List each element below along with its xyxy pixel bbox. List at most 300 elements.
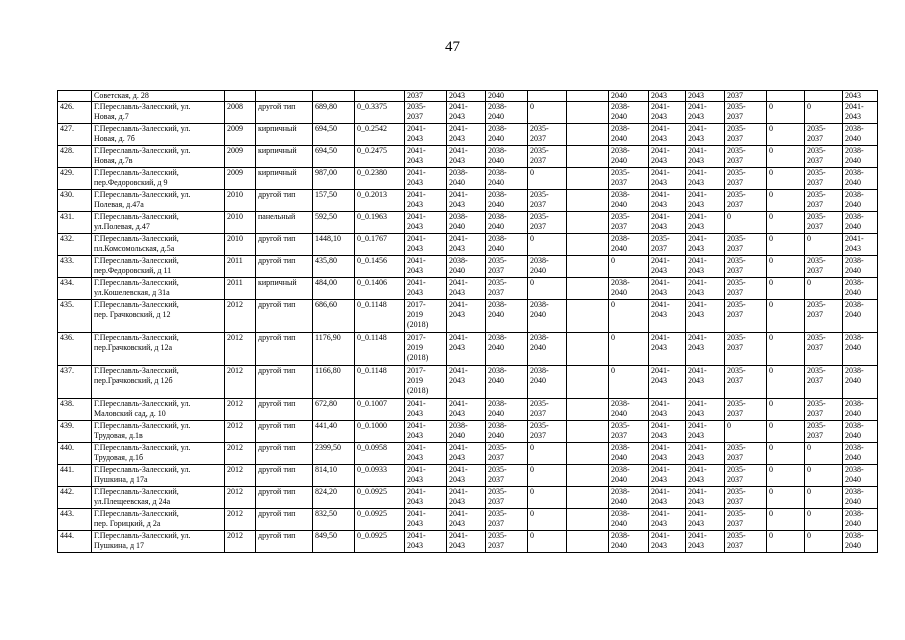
cell-line: 2037 xyxy=(727,541,743,550)
period-cell xyxy=(447,366,486,399)
period-cell xyxy=(609,234,649,256)
cell-line: 2038- xyxy=(845,256,864,265)
cell-line: 2041- xyxy=(651,366,670,375)
page-number: 47 xyxy=(445,39,460,55)
period-cell xyxy=(767,190,805,212)
cell-line: 2037 xyxy=(727,91,743,100)
period-cell xyxy=(528,421,567,443)
cell-line: 0 xyxy=(807,102,811,111)
cell-line: 2035- xyxy=(727,124,746,133)
wall-material-cell xyxy=(256,91,313,102)
cell-line: пер.Федоровский, д 9 xyxy=(94,178,168,187)
coefficient-cell: 0_0.1000 xyxy=(355,421,405,443)
cell-line: 2035- xyxy=(530,399,549,408)
cell-line: 0 xyxy=(807,234,811,243)
cell-line: 2038- xyxy=(530,366,549,375)
cell-line: 2041- xyxy=(407,509,426,518)
area-cell: 1448,10 xyxy=(313,234,355,256)
year-cell: 2012 xyxy=(225,443,256,465)
period-cell xyxy=(725,124,767,146)
cell-line: 2041- xyxy=(651,443,670,452)
period-cell xyxy=(805,465,843,487)
cell-line: 2040 xyxy=(845,541,861,550)
cell-line: 2041- xyxy=(407,465,426,474)
coefficient-cell: 0_0.1148 xyxy=(355,333,405,366)
cell-line: 2038- xyxy=(530,333,549,342)
period-cell xyxy=(686,278,725,300)
address-cell xyxy=(92,421,225,443)
period-cell xyxy=(486,421,528,443)
cell-line: 2040 xyxy=(449,266,465,275)
table-row xyxy=(58,487,878,509)
coefficient-cell: 0_0.1456 xyxy=(355,256,405,278)
cell-line: 2043 xyxy=(449,376,465,385)
cell-line: 2037 xyxy=(530,156,546,165)
cell-line: Г.Переславль-Залесский, ул. xyxy=(94,399,191,408)
cell-line: 2035- xyxy=(807,399,826,408)
cell-line: 0 xyxy=(611,300,615,309)
period-cell xyxy=(405,421,447,443)
cell-line: 2041- xyxy=(688,190,707,199)
cell-line: 0 xyxy=(530,487,534,496)
cell-line: 2043 xyxy=(688,376,704,385)
cell-line: пер.Грачковский, д 12б xyxy=(94,376,173,385)
address-cell xyxy=(92,91,225,102)
wall-material-cell: другой тип xyxy=(256,256,313,278)
cell-line: 2041- xyxy=(449,333,468,342)
area-cell: 441,40 xyxy=(313,421,355,443)
period-cell xyxy=(843,190,878,212)
coefficient-cell: 0_0.2475 xyxy=(355,146,405,168)
cell-line: 2035- xyxy=(727,256,746,265)
cell-line: 2041- xyxy=(688,531,707,540)
period-cell xyxy=(528,366,567,399)
cell-line: 2035- xyxy=(488,509,507,518)
cell-line: 2037 xyxy=(727,475,743,484)
coefficient-cell: 0_0.2380 xyxy=(355,168,405,190)
period-cell xyxy=(567,234,609,256)
cell-line: 2043 xyxy=(651,376,667,385)
row-number-cell: 438. xyxy=(58,399,92,421)
cell-line: 2043 xyxy=(688,409,704,418)
cell-line: 2041- xyxy=(651,333,670,342)
year-cell: 2012 xyxy=(225,333,256,366)
period-cell xyxy=(805,256,843,278)
cell-line: 2035- xyxy=(611,421,630,430)
cell-line: 0 xyxy=(769,531,773,540)
row-number-cell xyxy=(58,91,92,102)
table-row xyxy=(58,234,878,256)
address-cell xyxy=(92,531,225,553)
wall-material-cell: кирпичный xyxy=(256,124,313,146)
period-cell xyxy=(528,509,567,531)
address-cell xyxy=(92,102,225,124)
period-cell xyxy=(725,256,767,278)
period-cell xyxy=(649,300,686,333)
wall-material-cell: другой тип xyxy=(256,399,313,421)
cell-line: Г.Переславль-Залесский, xyxy=(94,256,179,265)
cell-line: 2041- xyxy=(407,531,426,540)
wall-material-cell: другой тип xyxy=(256,509,313,531)
cell-line: 2038- xyxy=(611,146,630,155)
cell-line: 2043 xyxy=(449,343,465,352)
cell-line: 0 xyxy=(769,234,773,243)
cell-line: 0 xyxy=(530,509,534,518)
cell-line: 0 xyxy=(530,102,534,111)
cell-line: 2040 xyxy=(611,112,627,121)
cell-line: 2037 xyxy=(807,200,823,209)
period-cell xyxy=(486,487,528,509)
cell-line: 2043 xyxy=(651,178,667,187)
table-row xyxy=(58,168,878,190)
period-cell xyxy=(609,465,649,487)
cell-line: 2043 xyxy=(688,91,704,100)
period-cell xyxy=(447,91,486,102)
table-row xyxy=(58,146,878,168)
cell-line: 0 xyxy=(769,421,773,430)
cell-line: 2041- xyxy=(688,256,707,265)
cell-line: 2041- xyxy=(449,487,468,496)
year-cell: 2012 xyxy=(225,399,256,421)
cell-line: (2018) xyxy=(407,320,429,329)
period-cell xyxy=(649,487,686,509)
cell-line: 2038- xyxy=(488,399,507,408)
period-cell xyxy=(725,168,767,190)
cell-line: 2037 xyxy=(488,519,504,528)
period-cell xyxy=(567,421,609,443)
cell-line: 2043 xyxy=(651,266,667,275)
period-cell xyxy=(649,124,686,146)
cell-line: 2040 xyxy=(488,200,504,209)
address-cell xyxy=(92,399,225,421)
cell-line: 2043 xyxy=(688,541,704,550)
period-cell xyxy=(567,443,609,465)
period-cell xyxy=(528,300,567,333)
cell-line: 2035- xyxy=(530,146,549,155)
period-cell xyxy=(686,212,725,234)
cell-line: 2040 xyxy=(845,453,861,462)
cell-line: 2041- xyxy=(651,278,670,287)
cell-line: 2038- xyxy=(845,366,864,375)
cell-line: 2038- xyxy=(488,124,507,133)
year-cell: 2012 xyxy=(225,421,256,443)
period-cell xyxy=(567,102,609,124)
cell-line: 2038- xyxy=(611,234,630,243)
cell-line: 2041- xyxy=(688,366,707,375)
cell-line: 2040 xyxy=(611,541,627,550)
cell-line: 0 xyxy=(727,421,731,430)
cell-line: 2041- xyxy=(449,190,468,199)
period-cell xyxy=(843,333,878,366)
cell-line: 2043 xyxy=(651,200,667,209)
period-cell xyxy=(725,212,767,234)
year-cell: 2012 xyxy=(225,465,256,487)
period-cell xyxy=(649,278,686,300)
cell-line: 2035- xyxy=(727,465,746,474)
area-cell: 832,50 xyxy=(313,509,355,531)
cell-line: 2041- xyxy=(407,212,426,221)
period-cell xyxy=(805,421,843,443)
cell-line: 2037 xyxy=(727,134,743,143)
cell-line: 0 xyxy=(530,168,534,177)
cell-line: 2040 xyxy=(845,497,861,506)
cell-line: Г.Переславль-Залесский, xyxy=(94,234,179,243)
period-cell xyxy=(528,190,567,212)
period-cell xyxy=(486,465,528,487)
period-cell xyxy=(649,509,686,531)
period-cell xyxy=(686,168,725,190)
cell-line: 2040 xyxy=(845,310,861,319)
cell-line: 0 xyxy=(769,168,773,177)
period-cell xyxy=(649,421,686,443)
cell-line: 2038- xyxy=(488,234,507,243)
area-cell: 1176,90 xyxy=(313,333,355,366)
period-cell xyxy=(649,531,686,553)
cell-line: 2040 xyxy=(611,134,627,143)
coefficient-cell: 0_0.2013 xyxy=(355,190,405,212)
cell-line: 2035- xyxy=(611,168,630,177)
cell-line: 0 xyxy=(769,300,773,309)
cell-line: 2038- xyxy=(488,168,507,177)
period-cell xyxy=(609,168,649,190)
cell-line: 2035- xyxy=(727,146,746,155)
period-cell xyxy=(805,399,843,421)
cell-line: 0 xyxy=(530,465,534,474)
cell-line: 2038- xyxy=(845,146,864,155)
area-cell: 849,50 xyxy=(313,531,355,553)
cell-line: 2041- xyxy=(651,256,670,265)
cell-line: Новая, д.7 xyxy=(94,112,129,121)
coefficient-cell: 0_0.1767 xyxy=(355,234,405,256)
wall-material-cell: кирпичный xyxy=(256,146,313,168)
year-cell: 2010 xyxy=(225,234,256,256)
cell-line: 2041- xyxy=(407,256,426,265)
cell-line: 2040 xyxy=(611,475,627,484)
cell-line: 2040 xyxy=(488,431,504,440)
cell-line: 2041- xyxy=(651,421,670,430)
cell-line: 2043 xyxy=(651,112,667,121)
cell-line: 2040 xyxy=(845,222,861,231)
cell-line: 2037 xyxy=(488,475,504,484)
cell-line: 0 xyxy=(727,212,731,221)
area-cell: 484,00 xyxy=(313,278,355,300)
cell-line: 2041- xyxy=(651,300,670,309)
cell-line: 2043 xyxy=(407,409,423,418)
cell-line: 2035- xyxy=(488,256,507,265)
cell-line: Г.Переславль-Залесский, xyxy=(94,366,179,375)
period-cell xyxy=(767,333,805,366)
period-cell xyxy=(686,366,725,399)
cell-line: 2037 xyxy=(727,497,743,506)
period-cell xyxy=(767,91,805,102)
cell-line: 2043 xyxy=(688,244,704,253)
period-cell xyxy=(567,168,609,190)
cell-line: 2038- xyxy=(845,278,864,287)
cell-line: 2043 xyxy=(407,200,423,209)
cell-line: 2041- xyxy=(449,146,468,155)
period-cell xyxy=(649,465,686,487)
cell-line: ул.Полевая, д.47 xyxy=(94,222,150,231)
cell-line: 2040 xyxy=(611,497,627,506)
period-cell xyxy=(725,465,767,487)
cell-line: 2043 xyxy=(688,453,704,462)
cell-line: 2038- xyxy=(845,421,864,430)
wall-material-cell: другой тип xyxy=(256,190,313,212)
cell-line: 2043 xyxy=(688,178,704,187)
period-cell xyxy=(686,399,725,421)
address-cell xyxy=(92,190,225,212)
cell-line: 2043 xyxy=(449,244,465,253)
cell-line: Г.Переславль-Залесский, ул. xyxy=(94,124,191,133)
period-cell xyxy=(609,300,649,333)
period-cell xyxy=(725,102,767,124)
period-cell xyxy=(609,190,649,212)
cell-line: 2043 xyxy=(651,310,667,319)
cell-line: 2037 xyxy=(727,310,743,319)
period-cell xyxy=(686,102,725,124)
cell-line: 2035- xyxy=(727,487,746,496)
cell-line: 0 xyxy=(769,509,773,518)
address-cell xyxy=(92,333,225,366)
wall-material-cell: панельный xyxy=(256,212,313,234)
period-cell xyxy=(686,487,725,509)
cell-line: 2040 xyxy=(488,112,504,121)
cell-line: 2019 xyxy=(407,343,423,352)
table-row xyxy=(58,91,878,102)
cell-line: 2040 xyxy=(845,266,861,275)
table-row xyxy=(58,399,878,421)
period-cell xyxy=(405,190,447,212)
address-cell xyxy=(92,234,225,256)
period-cell xyxy=(767,278,805,300)
coefficient-cell: 0_0.1963 xyxy=(355,212,405,234)
period-cell xyxy=(805,366,843,399)
cell-line: Г.Переславль-Залесский, ул. xyxy=(94,146,191,155)
cell-line: Пушкина, д 17 xyxy=(94,541,145,550)
period-cell xyxy=(686,531,725,553)
cell-line: 2037 xyxy=(727,244,743,253)
year-cell: 2010 xyxy=(225,212,256,234)
period-cell xyxy=(405,509,447,531)
period-cell xyxy=(649,234,686,256)
period-cell xyxy=(528,124,567,146)
cell-line: (2018) xyxy=(407,386,429,395)
cell-line: 2043 xyxy=(407,288,423,297)
row-number-cell: 433. xyxy=(58,256,92,278)
cell-line: 2035- xyxy=(727,399,746,408)
period-cell xyxy=(447,278,486,300)
cell-line: 0 xyxy=(769,190,773,199)
period-cell xyxy=(805,278,843,300)
cell-line: 2037 xyxy=(651,244,667,253)
cell-line: 2040 xyxy=(449,178,465,187)
cell-line: 2041- xyxy=(449,399,468,408)
cell-line: 2035- xyxy=(727,531,746,540)
cell-line: 2038- xyxy=(845,212,864,221)
address-cell xyxy=(92,212,225,234)
table-row xyxy=(58,278,878,300)
period-cell xyxy=(405,102,447,124)
cell-line: 2035- xyxy=(807,421,826,430)
cell-line: 2043 xyxy=(688,343,704,352)
cell-line: 2043 xyxy=(688,266,704,275)
period-cell xyxy=(609,124,649,146)
period-cell xyxy=(609,212,649,234)
cell-line: 2041- xyxy=(651,168,670,177)
coefficient-cell: 0_0.0958 xyxy=(355,443,405,465)
period-cell xyxy=(486,124,528,146)
period-cell xyxy=(686,421,725,443)
cell-line: 2035- xyxy=(530,212,549,221)
cell-line: 2043 xyxy=(449,541,465,550)
cell-line: 2040 xyxy=(611,409,627,418)
period-cell xyxy=(767,300,805,333)
period-cell xyxy=(843,212,878,234)
wall-material-cell: другой тип xyxy=(256,102,313,124)
period-cell xyxy=(767,168,805,190)
period-cell xyxy=(567,333,609,366)
period-cell xyxy=(528,102,567,124)
period-cell xyxy=(725,443,767,465)
cell-line: 2037 xyxy=(488,453,504,462)
period-cell xyxy=(447,168,486,190)
cell-line: 0 xyxy=(530,531,534,540)
cell-line: ул.Кошелевская, д 31а xyxy=(94,288,170,297)
cell-line: пер.Грачковский, д 12а xyxy=(94,343,173,352)
cell-line: 2038- xyxy=(449,421,468,430)
cell-line: 2038- xyxy=(611,399,630,408)
cell-line: 2037 xyxy=(807,431,823,440)
period-cell xyxy=(447,487,486,509)
period-cell xyxy=(609,333,649,366)
cell-line: 2037 xyxy=(611,178,627,187)
cell-line: 2043 xyxy=(449,409,465,418)
address-cell xyxy=(92,487,225,509)
cell-line: пер. Горицкий, д 2а xyxy=(94,519,161,528)
cell-line: пл.Комсомольская, д.5а xyxy=(94,244,175,253)
period-cell xyxy=(843,124,878,146)
cell-line: Г.Переславль-Залесский, ул. xyxy=(94,531,191,540)
cell-line: 2041- xyxy=(651,509,670,518)
cell-line: Г.Переславль-Залесский, ул. xyxy=(94,465,191,474)
period-cell xyxy=(528,212,567,234)
cell-line: 2043 xyxy=(407,244,423,253)
cell-line: 2037 xyxy=(807,178,823,187)
cell-line: 2043 xyxy=(651,475,667,484)
period-cell xyxy=(767,399,805,421)
cell-line: 2037 xyxy=(727,409,743,418)
cell-line: 2040 xyxy=(611,156,627,165)
cell-line: 2037 xyxy=(807,222,823,231)
cell-line: 2038- xyxy=(488,212,507,221)
cell-line: 2040 xyxy=(845,178,861,187)
cell-line: 2037 xyxy=(488,541,504,550)
period-cell xyxy=(767,102,805,124)
cell-line: 2041- xyxy=(688,399,707,408)
period-cell xyxy=(609,509,649,531)
cell-line: 2041- xyxy=(449,509,468,518)
period-cell xyxy=(405,168,447,190)
year-cell: 2012 xyxy=(225,531,256,553)
cell-line: 2037 xyxy=(407,91,423,100)
period-cell xyxy=(805,300,843,333)
period-cell xyxy=(843,168,878,190)
row-number-cell: 431. xyxy=(58,212,92,234)
cell-line: 2041- xyxy=(407,146,426,155)
area-cell: 689,80 xyxy=(313,102,355,124)
area-cell: 435,80 xyxy=(313,256,355,278)
cell-line: 2041- xyxy=(407,124,426,133)
